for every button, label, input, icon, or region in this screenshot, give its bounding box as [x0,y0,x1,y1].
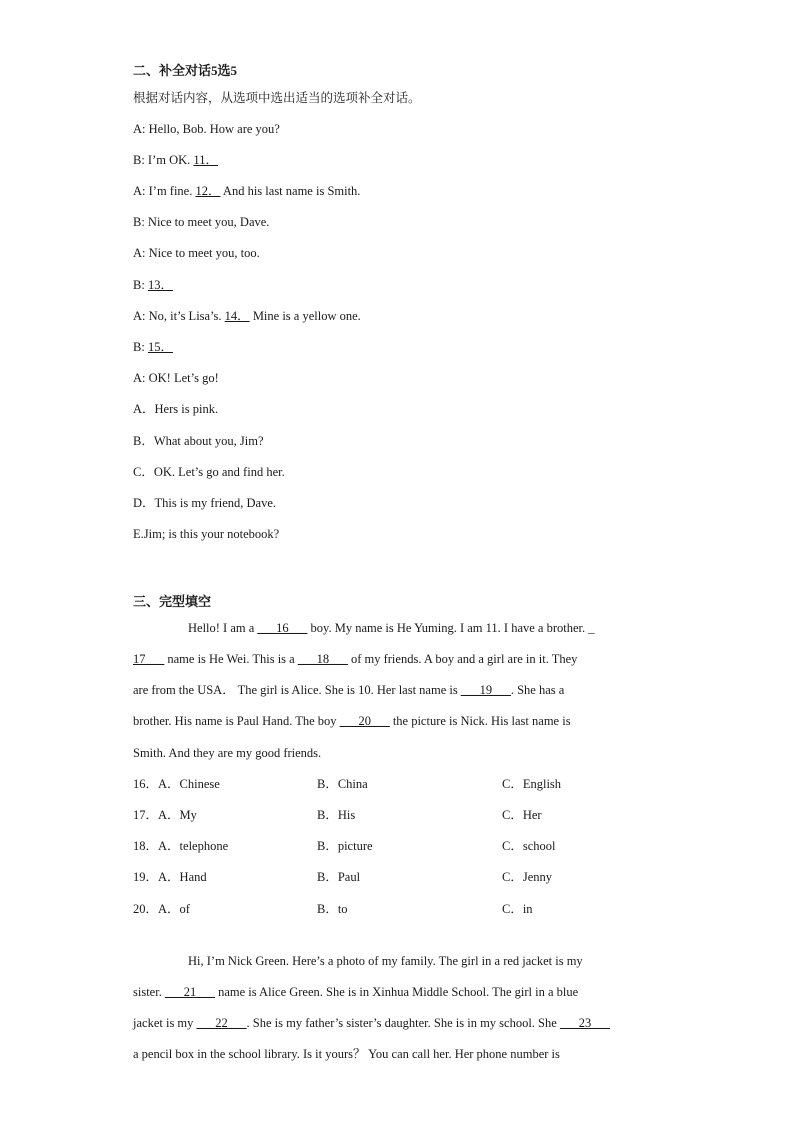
blank-17: 17___ [133,652,165,666]
passage-text: are from the USA． The girl is Alice. She is 10. Her last name is [133,683,461,697]
blank-12: 12． [195,184,221,198]
option-c: C．school [502,839,556,853]
option-b: B．picture [317,839,373,853]
dialogue-text: A: No, it’s Lisa’s. [133,309,225,323]
dialogue-text: A: I’m fine. [133,184,196,198]
dialogue-line [133,339,173,355]
option-a: A．Chinese [158,777,220,791]
option-a: A．My [158,808,197,822]
option-d: D．This is my friend, Dave. [133,496,277,510]
dialogue-line [133,152,218,168]
question-option [133,869,207,885]
dialogue-text: Mine is a yellow one. [249,309,361,323]
blank-23: ___23___ [559,1016,610,1030]
dialogue-line [133,121,280,137]
dialogue-text: B: I’m OK. [133,153,194,167]
passage-line [133,713,571,729]
blank-19: ___19___ [460,683,511,697]
option-e: E.Jim; is this your notebook? [133,527,280,541]
dialogue-text: B: Nice to meet you, Dave. [133,215,270,229]
passage-line [188,953,583,969]
question-number: 16． [133,777,159,791]
passage-text: . She has a [510,683,565,697]
dialogue-line [133,214,269,230]
dialogue-text: A: Nice to meet you, too. [133,246,260,260]
dialogue-text: A: Hello, Bob. How are you? [133,122,280,136]
passage-line [133,745,321,761]
dialogue-line [133,183,360,199]
passage-text: the picture is Nick. His last name is [389,714,571,728]
dialogue-line [133,308,361,324]
option-b: B．His [317,808,356,822]
dialogue-line [133,245,260,261]
blank-20: ___20___ [339,714,390,728]
passage-line [133,1046,560,1062]
blank-21: ___21___ [164,985,215,999]
option-c: C．Her [502,808,542,822]
section2-instruction: 根据对话内容，从选项中选出适当的选项补全对话。 [133,91,421,105]
blank-13: 13． [147,278,173,292]
question-number: 19． [133,870,159,884]
blank-14: 14． [224,309,250,323]
passage-line [133,1015,610,1031]
section2-heading: 二、补全对话5选5 [133,63,238,78]
question-number: 20． [133,902,159,916]
dialogue-text: B: [133,340,148,354]
option-a: A．telephone [158,839,229,853]
dialogue-text: B: [133,278,148,292]
blank-15: 15． [147,340,173,354]
section3-heading: 三、完型填空 [133,594,212,609]
option-a: A．Hers is pink. [133,402,219,416]
option-c: C．English [502,777,562,791]
passage-text: sister. [133,985,165,999]
question-option [133,838,228,854]
passage-text: jacket is my [133,1016,197,1030]
dialogue-line [133,370,219,386]
passage-text: name is He Wei. This is a [164,652,298,666]
option-b: B．Paul [317,870,361,884]
passage-line [133,651,577,667]
dialogue-text: A: OK! Let’s go! [133,371,219,385]
option-a: A．of [158,902,190,916]
option-c: C．Jenny [502,870,553,884]
passage-text: name is Alice Green. She is in Xinhua Middle School. The girl in a blue [214,985,579,999]
passage-text: boy. My name is He Yuming. I am 11. I have a brother. _ [307,621,595,635]
question-option [133,807,197,823]
blank-18: ___18___ [297,652,348,666]
option-b: B．What about you, Jim? [133,434,264,448]
dialogue-line [133,277,173,293]
passage-text: a pencil box in the school library. Is it yours？ You can call her. Her phone number is [133,1047,560,1061]
option-b: B．China [317,777,368,791]
passage-text: Smith. And they are my good friends. [133,746,322,760]
option-c: C．OK. Let’s go and find her. [133,465,285,479]
dialogue-text: And his last name is Smith. [220,184,361,198]
passage-line [133,984,578,1000]
option-c: C．in [502,902,533,916]
question-option [133,901,190,917]
passage-text: Hi, I’m Nick Green. Here’s a photo of my family. The girl in a red jacket is my [188,954,583,968]
passage-line [188,620,595,636]
question-number: 17． [133,808,159,822]
passage-text: brother. His name is Paul Hand. The boy [133,714,340,728]
blank-16: ___16___ [257,621,308,635]
option-a: A．Hand [158,870,207,884]
question-option [133,776,220,792]
blank-22: ___22___ [196,1016,247,1030]
passage-text: Hello! I am a [188,621,258,635]
question-number: 18． [133,839,159,853]
passage-text: . She is my father’s sister’s daughter. She is in my school. She [246,1016,560,1030]
blank-11: 11． [193,153,218,167]
option-b: B．to [317,902,348,916]
passage-line [133,682,564,698]
passage-text: of my friends. A boy and a girl are in it. They [347,652,578,666]
